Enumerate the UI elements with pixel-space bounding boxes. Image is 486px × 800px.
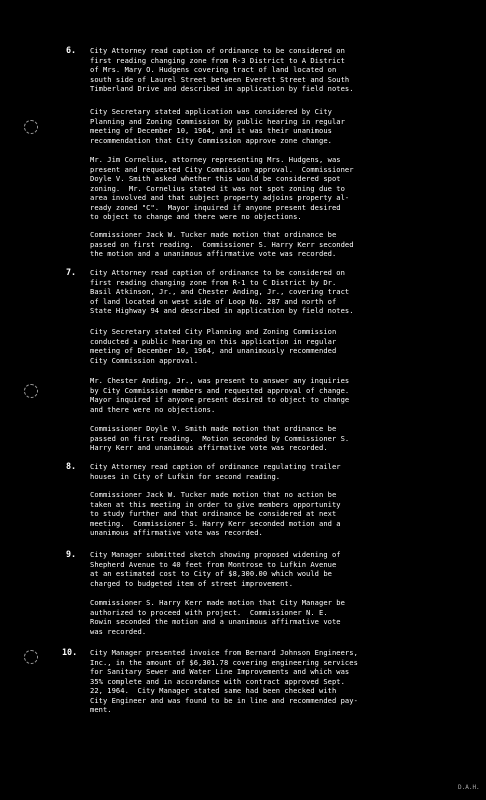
item-10-number: 10. (62, 647, 78, 657)
item-7-paragraph-4: Commissioner Doyle V. Smith made motion that ordinance be passed on first reading. Motion seconded by Commissioner S. Harry Kerr and unanimous affirmative vote was recorded. (90, 424, 350, 453)
item-6-paragraph-4: Commissioner Jack W. Tucker made motion that ordinance be passed on first reading. Commissioner S. Harry Kerr seconded the motion and a unanimous affirmative vote was recorded. (90, 230, 354, 259)
item-10-paragraph-1: City Manager presented invoice from Bernard Johnson Engineers, Inc., in the amount of $6,301.78 covering engineering services for Sanitary Sewer and Water Line Improvements and which was 35% complete and in accordance with contract approved Sept. 22, 1964. City Manager stated same had been checked with City Engineer and was found to be in line and recommended pay- ment. (90, 648, 358, 715)
item-6-paragraph-1: City Attorney read caption of ordinance to be considered on first reading changing zone from R-3 District to A District of Mrs. Mary O. Hudgens covering tract of land located on south side of Laurel Street between Everett Street and South Timberland Drive and described in application by field notes. (90, 46, 354, 94)
binder-hole-top (24, 120, 38, 134)
item-7-paragraph-2: City Secretary stated City Planning and Zoning Commission conducted a public hearing on this application in regular meeting of December 10, 1964, and unanimously recommended City Commission approval. (90, 327, 337, 365)
item-7-paragraph-1: City Attorney read caption of ordinance to be considered on first reading changing zone from R-1 to C District by Dr. Basil Atkinson, Jr., and Chester Anding, Jr., covering tract of land located on west side of Loop No. 287 and north of State Highway 94 and described in application by field notes. (90, 268, 354, 316)
item-6-paragraph-3: Mr. Jim Cornelius, attorney representing Mrs. Hudgens, was present and requested City Commission approval. Commissioner Doyle V. Smith asked whether this would be considered spot zoning. Mr. Cornelius stated it was not spot zoning due to area involved and that subject property adjoins property al- ready zoned "C". Mayor inquired if anyone present desired to object to change and there were no objections. (90, 155, 354, 222)
item-9-number: 9. (66, 549, 77, 559)
item-6-paragraph-2: City Secretary stated application was considered by City Planning and Zoning Commission by public hearing in regular meeting of December 10, 1964, and it was their unanimous recommendation that City Commission approve zone change. (90, 107, 345, 145)
footer-mark: D.A.H. (458, 784, 480, 791)
item-9-paragraph-2: Commissioner S. Harry Kerr made motion that City Manager be authorized to proceed with project. Commissioner N. E. Rowin seconded the motion and a unanimous affirmative vote was recorded. (90, 598, 345, 636)
item-9-paragraph-1: City Manager submitted sketch showing proposed widening of Shepherd Avenue to 40 feet from Montrose to Lufkin Avenue at an estimated cost to City of $8,300.00 which would be charged to budgeted item of street improvement. (90, 550, 341, 588)
item-8-paragraph-2: Commissioner Jack W. Tucker made motion that no action be taken at this meeting in order to give members opportunity to study further and that ordinance be considered at next meeting. Commissioner S. Harry Kerr seconded motion and a unanimous affirmative vote was recorded. (90, 490, 341, 538)
item-7-paragraph-3: Mr. Chester Anding, Jr., was present to answer any inquiries by City Commission members and requested approval of change. Mayor inquired if anyone present desired to object to change and there were no objections. (90, 376, 350, 414)
binder-hole-middle (24, 384, 38, 398)
item-8-paragraph-1: City Attorney read caption of ordinance regulating trailer houses in City of Lufkin for second reading. (90, 462, 341, 481)
item-8-number: 8. (66, 461, 77, 471)
binder-hole-bottom (24, 650, 38, 664)
item-7-number: 7. (66, 267, 77, 277)
item-6-number: 6. (66, 45, 77, 55)
